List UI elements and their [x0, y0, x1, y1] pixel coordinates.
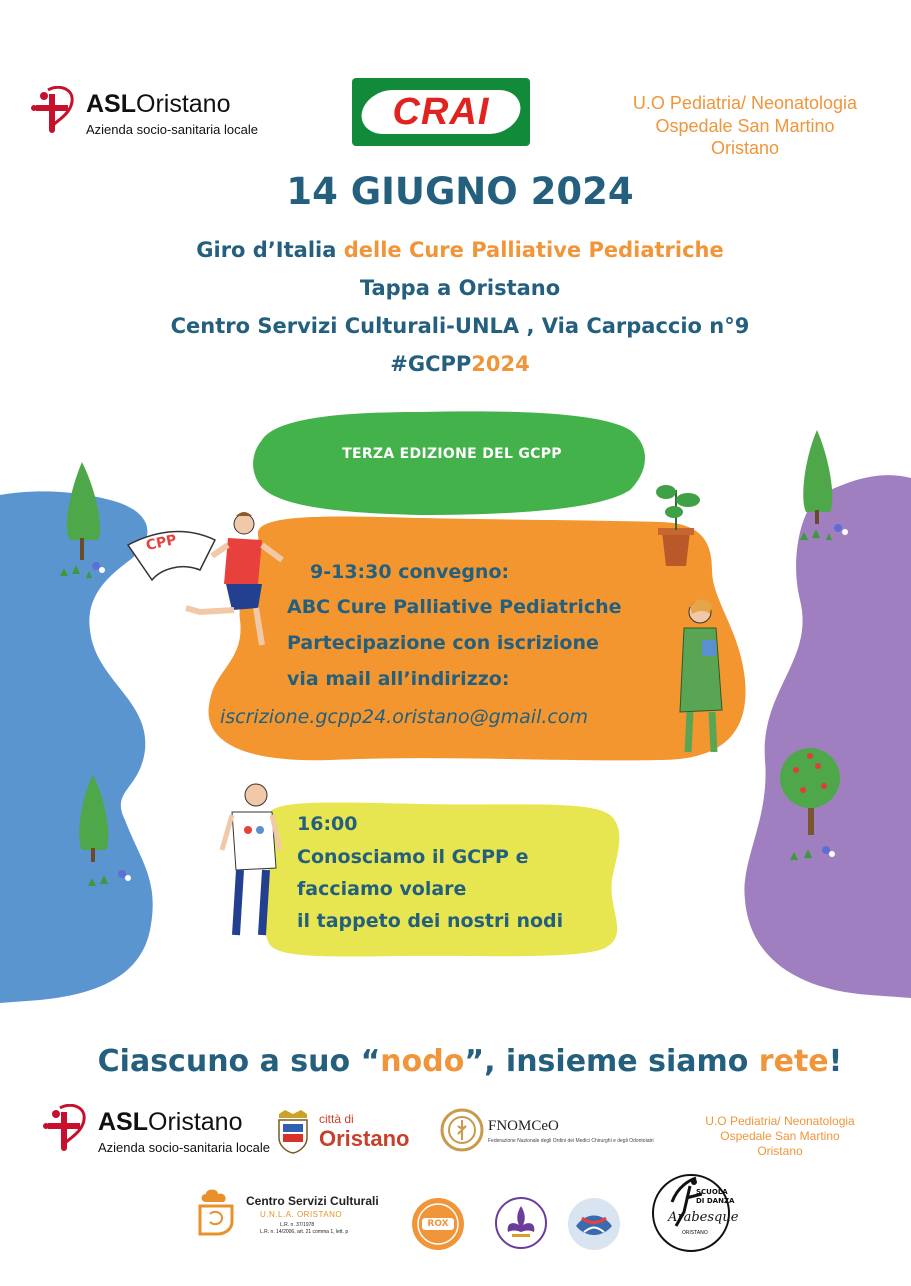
rox-label: ROX [427, 1219, 449, 1229]
event-hashtag [0, 352, 911, 376]
edition-blob [253, 411, 645, 515]
oristano-crest-icon [275, 1108, 311, 1154]
asl-brand-bold: ASL [98, 1108, 148, 1136]
afternoon-line-3: facciamo volare [297, 878, 467, 900]
afternoon-time: 16:00 [297, 813, 358, 835]
purple-river-shape [744, 475, 911, 998]
oristano-logo [275, 1108, 425, 1156]
csc-law-2: L.R. n. 14/2006, art. 21 comma 1, lett. p [260, 1229, 349, 1235]
csc-title: Centro Servizi Culturali [246, 1194, 379, 1208]
csc-logo-icon [196, 1186, 238, 1240]
footer-asl-logo [40, 1104, 275, 1160]
fnomceo-title: FNOMCeO [488, 1118, 559, 1134]
slogan-part: Ciascuno a suo “ [97, 1044, 381, 1079]
danza-line-3: Arabesque [668, 1210, 739, 1225]
uo-line: Oristano [710, 138, 780, 158]
citta-small: città di [319, 1112, 354, 1126]
uo-line: Ospedale San Martino [655, 115, 835, 136]
edition-badge: TERZA EDIZIONE DEL GCPP [342, 446, 562, 462]
uo-line: U.O Pediatria/ Neonatologia [705, 1114, 855, 1128]
slogan [0, 1044, 911, 1079]
asl-brand-light: Oristano [148, 1108, 243, 1136]
asl-brand-light: Oristano [136, 90, 231, 118]
event-line-1 [0, 238, 911, 262]
uo-line: U.O Pediatria/ Neonatologia [632, 93, 858, 113]
uo-block-header [600, 92, 890, 160]
csc-subtitle: U.N.L.A. ORISTANO [260, 1210, 343, 1219]
ribbon-emblem-icon [566, 1196, 622, 1252]
asl-cross-icon [28, 86, 80, 134]
event-line-1a: Giro d’Italia [196, 238, 337, 262]
tree-icon [803, 430, 832, 524]
morning-time: 9-13:30 convegno: [310, 561, 510, 583]
citta-big: Oristano [319, 1126, 410, 1151]
morning-line-4: via mail all’indirizzo: [287, 668, 510, 690]
asl-brand [98, 1108, 242, 1137]
slogan-part: ”, insieme siamo [464, 1044, 759, 1079]
csc-logo [196, 1186, 396, 1246]
slogan-part: ! [828, 1044, 843, 1079]
csc-law-1: L.R. n. 37/1978 [280, 1222, 315, 1228]
fnomceo-subtitle: Federazione Nazionale degli Ordini dei Medici Chirurghi e degli Odontoiatri [488, 1138, 654, 1144]
asl-cross-icon [40, 1104, 92, 1152]
hashtag-b: 2024 [471, 352, 530, 376]
uo-line: Ospedale San Martino [720, 1129, 840, 1143]
asl-subtitle: Azienda socio-sanitaria locale [98, 1140, 270, 1155]
event-line-2: Tappa a Oristano [359, 276, 561, 300]
event-line-1b: delle Cure Palliative Pediatriche [336, 238, 724, 262]
morning-line-3: Partecipazione con iscrizione [287, 632, 599, 654]
uo-block-footer [680, 1114, 880, 1159]
danza-line-4: ORISTANO [682, 1230, 708, 1236]
asl-subtitle: Azienda socio-sanitaria locale [86, 122, 258, 137]
rox-badge [410, 1196, 466, 1252]
scout-lily-icon [494, 1196, 548, 1250]
event-date: 14 GIUGNO 2024 [286, 170, 634, 213]
asl-brand [86, 90, 230, 119]
danza-logo [650, 1172, 739, 1254]
fnomceo-logo [440, 1108, 670, 1158]
morning-email[interactable]: iscrizione.gcpp24.oristano@gmail.com [220, 706, 588, 728]
fnomceo-seal-icon [440, 1108, 484, 1152]
afternoon-line-4: il tappeto dei nostri nodi [297, 910, 564, 932]
asl-logo [28, 86, 268, 142]
crai-text: CRAI [392, 91, 490, 133]
danza-line-1: SCUOLA [696, 1188, 728, 1196]
afternoon-line-2: Conosciamo il GCPP e [297, 846, 529, 868]
crai-logo [352, 78, 530, 146]
asl-brand-bold: ASL [86, 90, 136, 118]
runner-flag-text: CPP [144, 531, 179, 555]
slogan-part: nodo [380, 1044, 465, 1079]
slogan-part: rete [758, 1044, 829, 1079]
event-line-3: Centro Servizi Culturali-UNLA , Via Carpaccio n°9 [170, 314, 750, 338]
morning-title: ABC Cure Palliative Pediatriche [287, 596, 622, 618]
uo-line: Oristano [757, 1144, 803, 1158]
hashtag-a: #GCPP [390, 352, 472, 376]
danza-line-2: DI DANZA [696, 1197, 735, 1205]
